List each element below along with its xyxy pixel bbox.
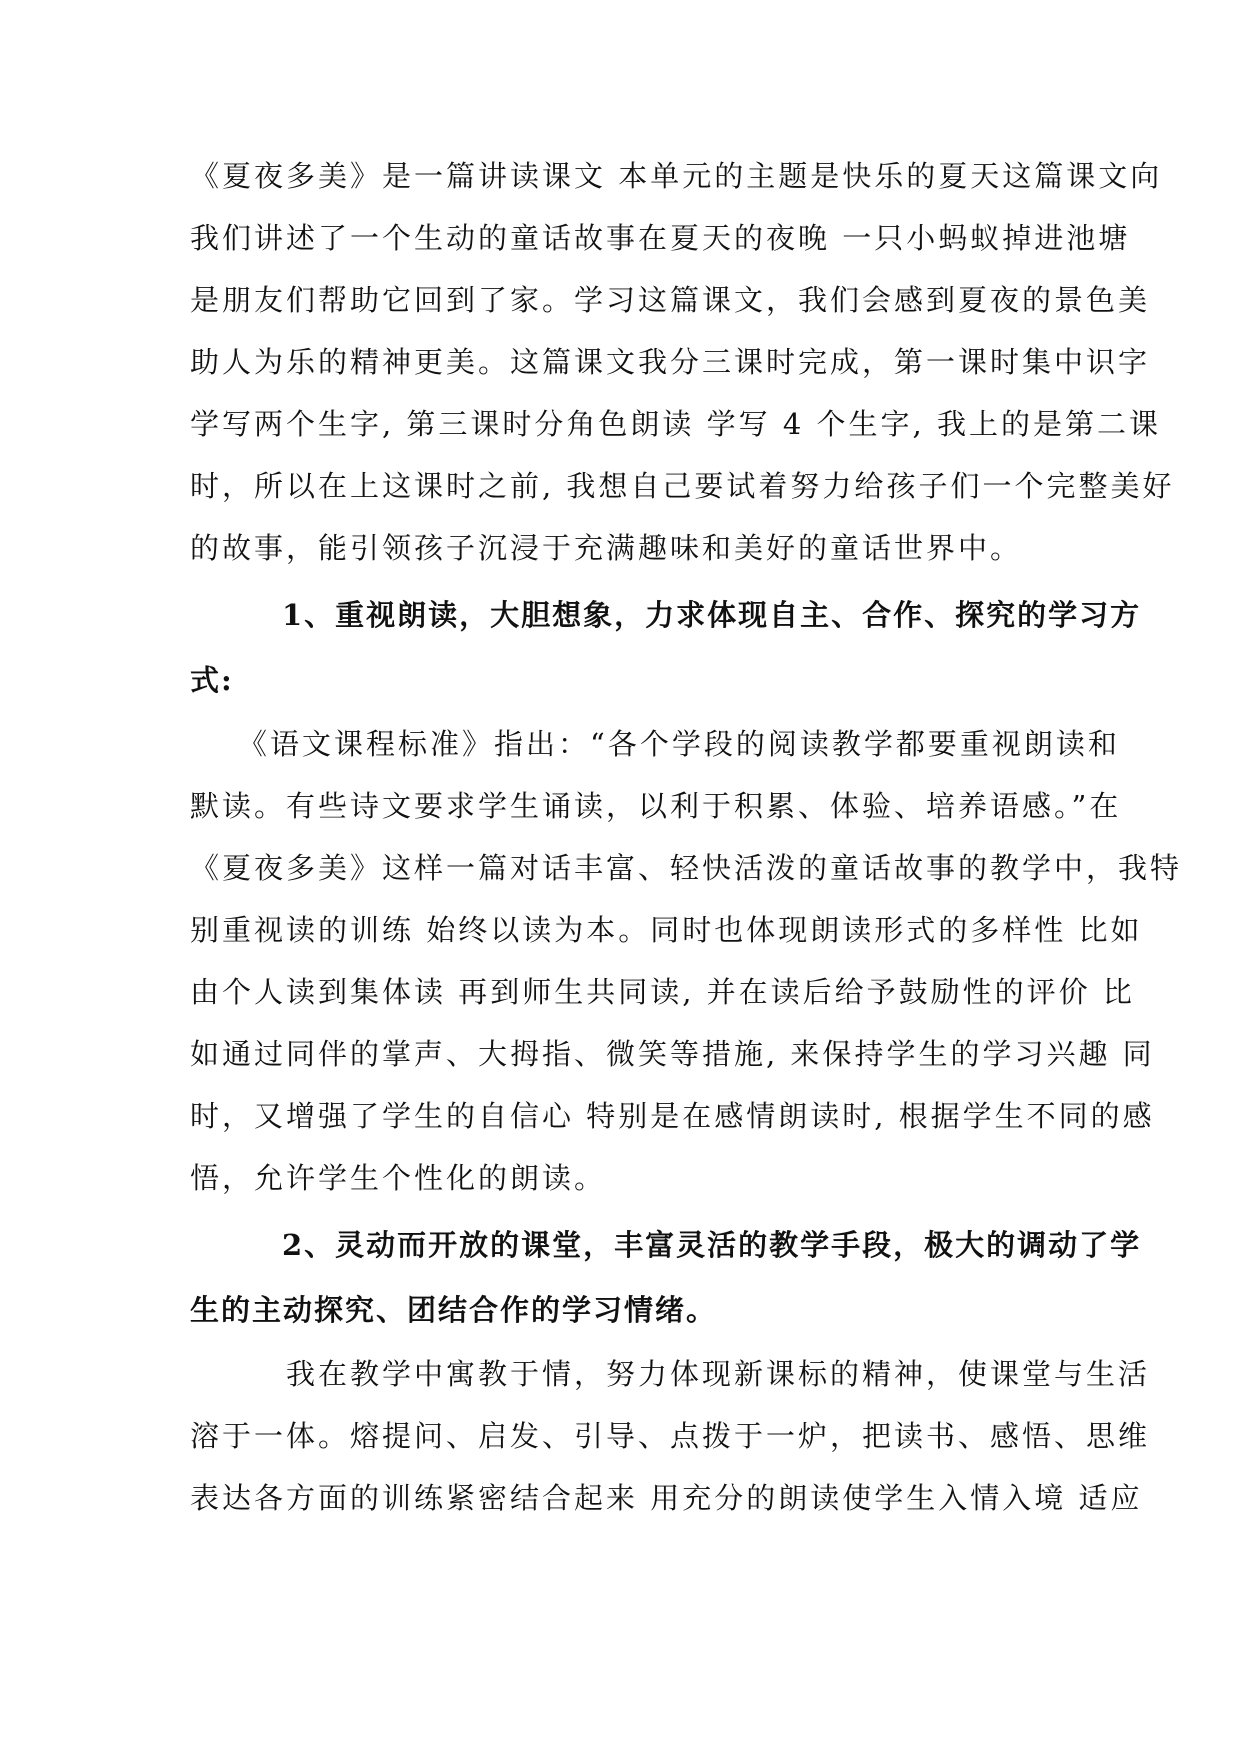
section-heading-1-line-2: 式: [190,663,234,697]
paragraph-3-line-1: 我在教学中寓教于情，努力体现新课标的精神，使课堂与生活 [286,1357,1151,1391]
paragraph-1-line-5: 学写两个生字, 第三课时分角色朗读 学写 4 个生字, 我上的是第二课 [190,407,1161,441]
paragraph-1-line-3: 是朋友们帮助它回到了家。学习这篇课文，我们会感到夏夜的景色美 [190,283,1151,317]
paragraph-2-line-5: 由个人读到集体读 再到师生共同读, 并在读后给予鼓励性的评价 比 [190,975,1135,1009]
paragraph-2-line-3: 《夏夜多美》这样一篇对话丰富、轻快活泼的童话故事的教学中，我特 [190,851,1183,885]
paragraph-1-line-1: 《夏夜多美》是一篇讲读课文 本单元的主题是快乐的夏天这篇课文向 [190,159,1163,193]
section-heading-2-line-1: 2、灵动而开放的课堂，丰富灵活的教学手段，极大的调动了学 [282,1228,1142,1262]
paragraph-2-line-6: 如通过同伴的掌声、大拇指、微笑等措施, 来保持学生的学习兴趣 同 [190,1037,1155,1071]
paragraph-2-line-4: 别重视读的训练 始终以读为本。同时也体现朗读形式的多样性 比如 [190,913,1143,947]
paragraph-2-line-1: 《语文课程标准》指出：“各个学段的阅读教学都要重视朗读和 [238,727,1120,761]
paragraph-3-line-3: 表达各方面的训练紧密结合起来 用充分的朗读使学生入情入境 适应 [190,1481,1143,1515]
paragraph-1-line-7: 的故事，能引领孩子沉浸于充满趣味和美好的童话世界中。 [190,531,1023,565]
paragraph-2-line-8: 悟，允许学生个性化的朗读。 [190,1161,607,1195]
paragraph-2-line-7: 时，又增强了学生的自信心 特别是在感情朗读时, 根据学生不同的感 [190,1099,1155,1133]
section-heading-1-line-1: 1、重视朗读，大胆想象，力求体现自主、合作、探究的学习方 [282,598,1142,632]
paragraph-2-line-2: 默读。有些诗文要求学生诵读，以利于积累、体验、培养语感。”在 [190,789,1122,823]
section-heading-2-line-2: 生的主动探究、团结合作的学习情绪。 [190,1293,718,1327]
paragraph-3-line-2: 溶于一体。熔提问、启发、引导、点拨于一炉，把读书、感悟、思维 [190,1419,1151,1453]
paragraph-1-line-2: 我们讲述了一个生动的童话故事在夏天的夜晚 一只小蚂蚁掉进池塘 [190,221,1131,255]
paragraph-1-line-6: 时，所以在上这课时之前, 我想自己要试着努力给孩子们一个完整美好 [190,469,1175,503]
paragraph-1-line-4: 助人为乐的精神更美。这篇课文我分三课时完成，第一课时集中识字 [190,345,1151,379]
